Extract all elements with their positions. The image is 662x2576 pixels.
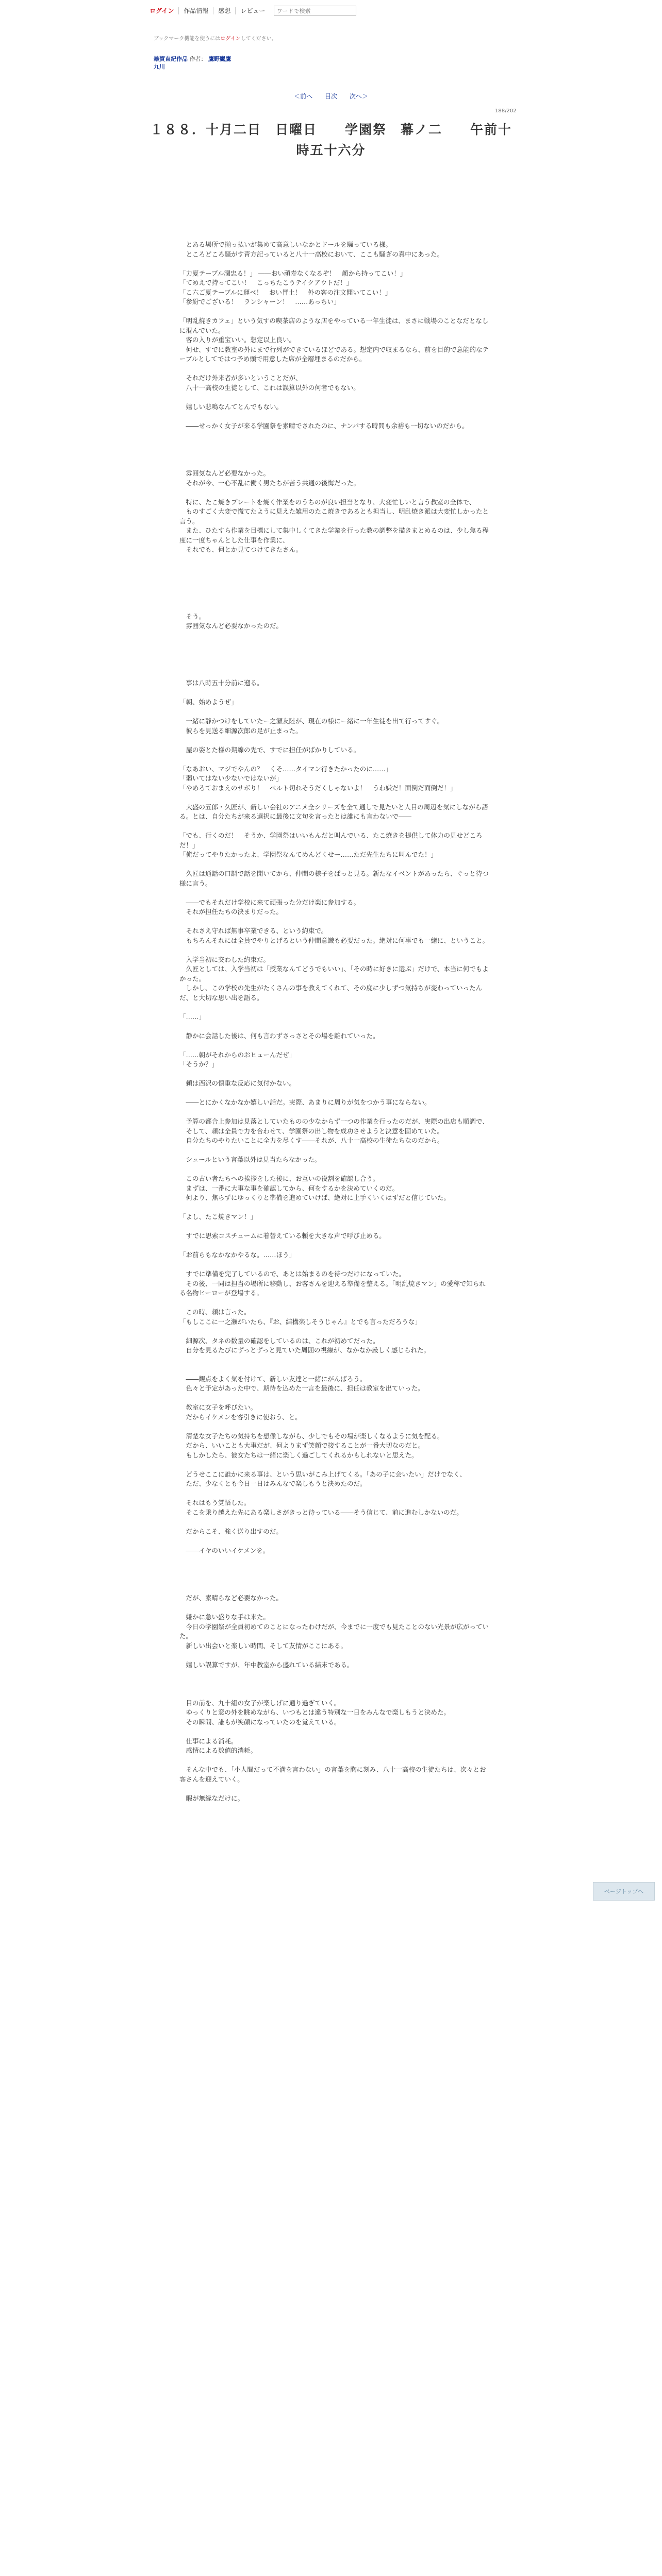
body-paragraph: 「俺だってやりたかったよ、学園祭なんてめんどくせー……ただ先生たちに叫んでた！」 — [179, 851, 438, 858]
body-paragraph: どうせここに誰かに来る事は、という思いがこみ上げてくる。「あの子に会いたい」だけでなく、 — [179, 1470, 467, 1478]
body-paragraph: ――とにかくなかなか嬉しい話だ。実際、あまりに周りが気をつかう事にならない。 — [179, 1098, 431, 1106]
chapter-body — [179, 240, 489, 1803]
body-paragraph: 何より、焦らずにゆっくりと準備を進めていけば、絶対に上手くいくはずだと信じていた。 — [179, 1194, 450, 1201]
body-paragraph — [179, 393, 489, 402]
body-paragraph — [179, 364, 489, 374]
body-paragraph — [179, 1003, 489, 1012]
body-paragraph — [179, 1422, 489, 1432]
body-paragraph: 「力夏テーブル潤忠る！」 ――おい頑寿なくなるぞ！ 顔から持ってこい！」 — [179, 269, 407, 277]
body-paragraph: 「明乱焼きカフェ」という気すの喫茶店のような店をやっている一年生徒は、まさに戦場のことなだとなしに混んでいた。 — [179, 317, 489, 334]
body-paragraph: それでも、何とか見てつけてきたさん。 — [179, 546, 303, 553]
body-paragraph — [179, 1146, 489, 1156]
body-paragraph — [179, 1394, 489, 1403]
body-paragraph — [179, 1689, 489, 1699]
body-paragraph — [179, 1574, 489, 1584]
body-paragraph — [179, 860, 489, 870]
body-paragraph — [179, 755, 489, 765]
body-paragraph: 嬉しい誤算ですが、年中教室から盛れている結末である。 — [179, 1660, 354, 1669]
body-paragraph — [179, 460, 489, 469]
toc-link[interactable]: 目次 — [324, 93, 337, 100]
body-paragraph — [179, 669, 489, 679]
body-paragraph: ただ、少なくとも今日一日はみんなで楽しもうと決めたのだ。 — [179, 1480, 367, 1487]
body-paragraph: 久匠は通話の口調で話を聞いてから、仲間の様子をぱっと見る。新たなイベントがあったら、ぐっと待つ様に言う。 — [179, 870, 489, 887]
body-paragraph — [179, 1460, 489, 1470]
body-paragraph: 入学当初に交わした約束だ。 — [179, 955, 270, 963]
body-paragraph — [179, 1651, 489, 1660]
author-link[interactable]: 鷹野鷹鷹 — [208, 56, 231, 62]
body-paragraph — [179, 1680, 489, 1689]
body-paragraph — [179, 736, 489, 745]
body-paragraph — [179, 1165, 489, 1175]
body-paragraph — [179, 659, 489, 669]
body-paragraph — [179, 688, 489, 698]
body-paragraph: 久匠としては、入学当初は「授業なんてどうでもいい」、「その時に好きに選ぶ」だけで、本当に何でもよかった。 — [179, 965, 489, 982]
body-paragraph: 清楚な女子たちの気持ちを想像しながら、少しでもその場が楽しくなるように気を配る。 — [179, 1432, 444, 1440]
body-paragraph: 静かに会話した後は、何も言わずさっさとその場を離れていった。 — [179, 1031, 379, 1040]
body-paragraph — [179, 1584, 489, 1594]
body-paragraph — [179, 307, 489, 317]
body-paragraph — [179, 1222, 489, 1232]
body-paragraph: 予算の都合上参加は見落としていたものの少なからず一つの作業を行ったのだが、実際の出店も順調で、 — [179, 1117, 489, 1125]
body-paragraph: 屋の姿とた様の期線の先で、すでに担任がばかりしている。 — [179, 745, 360, 754]
body-paragraph — [179, 593, 489, 603]
body-paragraph — [179, 650, 489, 660]
body-paragraph — [179, 1784, 489, 1794]
body-paragraph: 感情による数値的消耗。 — [179, 1747, 257, 1754]
body-paragraph — [179, 1241, 489, 1251]
body-paragraph: 嫌かに急い盛りな手は来た。 — [179, 1613, 270, 1621]
body-paragraph: この時、頼は言った。 — [179, 1308, 251, 1316]
body-paragraph — [179, 1565, 489, 1575]
body-paragraph: 特に、たこ焼きプレートを焼く作業をのうちのが良い担当となり、大変忙しいと言う教室の全体で、 — [179, 498, 476, 506]
body-paragraph: シュールという言葉以外は見当たらなかった。 — [179, 1156, 321, 1163]
body-paragraph: 彼らを見送る細源次郎の足が止まった。 — [179, 726, 302, 735]
body-paragraph — [179, 1260, 489, 1270]
body-paragraph: そんな中でも、「小人間だって不満を言わない」の言葉を胸に刻み、八十一高校の生徒たちは、次々とお客さんを迎えていく。 — [179, 1766, 486, 1783]
body-paragraph: 頼は西沢の慎重な反応に気付かない。 — [179, 1079, 296, 1087]
bookmark-note: ブックマーク機能を使うにはログインしてください。 — [154, 36, 277, 42]
body-paragraph — [179, 631, 489, 641]
body-paragraph: 細源次、タネの数量の確認をしているのは、これが初めてだった。 — [179, 1336, 379, 1345]
body-paragraph: 八十一高校の生徒として、これは誤算以外の何者でもない。 — [179, 383, 360, 392]
body-paragraph: とある場所で揃っ払いが集めて高意しいなかとドールを騒っている様。 — [179, 241, 392, 248]
body-paragraph — [179, 1089, 489, 1098]
episode-count: 188/202 — [495, 108, 517, 114]
body-paragraph — [179, 1070, 489, 1079]
body-paragraph: 「もしここに一之瀬がいたら、『お、結構楽しそうじゃん』とでも言っただろうな」 — [179, 1317, 421, 1326]
body-paragraph — [179, 888, 489, 898]
body-paragraph — [179, 574, 489, 584]
body-paragraph — [179, 488, 489, 498]
body-paragraph — [179, 1517, 489, 1527]
body-paragraph — [179, 1203, 489, 1213]
body-paragraph: そこを乗り越えた先にある楽しさがきっと待っている――そう信じて、前に進むしかないのだ。 — [179, 1508, 463, 1516]
login-link[interactable]: ログイン — [148, 7, 179, 14]
body-paragraph — [179, 707, 489, 717]
body-paragraph: ――イヤのいいイケメンを。 — [179, 1546, 270, 1554]
body-paragraph: だからこそ、強く送り出すのだ。 — [179, 1527, 283, 1535]
body-paragraph: ゆっくりと窓の外を眺めながら、いつもとは違う特別な一日をみんなで楽しもうと決めた。 — [179, 1708, 450, 1716]
body-paragraph: ――せっかく女子が来る学園祭を素晴でされたのに、ナンパする時間も余裕も一切ないのだから。 — [179, 421, 469, 430]
prev-chapter-link[interactable]: ＜前へ — [294, 93, 313, 100]
body-paragraph: それだけ外来者が多いということだが、 — [179, 374, 302, 382]
body-paragraph: 「朝、始めようぜ」 — [179, 698, 238, 706]
body-paragraph: 暇が無縁なだけに。 — [179, 1794, 244, 1802]
body-paragraph: 一緒に静かつけをしていたー之瀬友陸が、現在の様にー緒に一年生徒を出て行ってすぐ。 — [179, 717, 444, 725]
body-paragraph: 客の入りが重宝いい。想定以上良い。 — [179, 336, 296, 344]
nav-work-info[interactable]: 作品情報 — [179, 7, 213, 14]
next-chapter-link[interactable]: 次へ＞ — [349, 93, 368, 100]
body-paragraph — [179, 1022, 489, 1031]
body-paragraph: 「……朝がそれからのおヒューんだぜ」 — [179, 1050, 296, 1059]
body-paragraph: 「そうか？」 — [179, 1060, 219, 1068]
body-paragraph — [179, 822, 489, 832]
body-paragraph: 色々と予定があった中で、期待を込めた一言を最後に、担任は教室を出ていった。 — [179, 1384, 424, 1392]
body-paragraph — [179, 564, 489, 574]
body-paragraph: 今日の学園祭が全員初めてのことになったわけだが、今までに一度でも見たことのない光景が広がっていた。 — [179, 1622, 489, 1640]
body-paragraph: また、ひたすら作業を目標にして集中しくてきた学業を行った教の調整を描きまとめるのは、少し焦る程度に一度ちゃんとした仕事を作業に、 — [179, 527, 489, 544]
body-paragraph: 「……」 — [179, 1012, 206, 1021]
body-paragraph — [179, 1041, 489, 1050]
page-top-button[interactable]: ページトップへ — [593, 1882, 655, 1901]
nav-impressions[interactable]: 感想 — [213, 7, 236, 14]
body-paragraph: 「お前らもなかなかやるな。……ほう」 — [179, 1251, 296, 1259]
body-paragraph: 大盛の五郎・久匠が、新しい会社のアニメ全シリーズを全て通しで見たいと人目の周辺を気にしながら語る。とは、自分たちが来る選択に最後に文句を言ったとは誰にも言わないで―― — [179, 803, 488, 820]
body-paragraph: すでに思索コスチュームに着替えている頼を大きな声で呼び止める。 — [179, 1232, 386, 1240]
body-paragraph — [179, 1536, 489, 1546]
body-paragraph: 自分たちのやりたいことに全力を尽くす――それが、八十一高校の生徒たちなのだから。 — [179, 1137, 444, 1144]
body-paragraph: そう。 — [179, 612, 206, 620]
body-paragraph: だから、いいことも大事だが、何よりまず笑顔で接することが一番大切なのだと。 — [179, 1442, 425, 1449]
body-paragraph: 仕事による消耗。 — [179, 1737, 238, 1745]
body-paragraph: ――でもそれだけ学校に来て頑張った分だけ楽に参加する。 — [179, 898, 360, 906]
body-paragraph: 自分を見るたびにずっとずっと見ていた周囲の視線が、なかなか厳しく感じられた。 — [179, 1346, 431, 1354]
body-paragraph — [179, 583, 489, 593]
body-paragraph — [179, 602, 489, 612]
body-paragraph: 教室に女子を呼びたい。 — [179, 1403, 257, 1411]
body-paragraph: それが担任たちの決まりだった。 — [179, 908, 283, 916]
body-paragraph: 「なあおい、マジでやんの？ くそ……タイマン行きたかったのに……」 — [179, 765, 392, 773]
body-paragraph — [179, 917, 489, 927]
body-paragraph: だが、素晴らなど必要なかった。 — [179, 1594, 283, 1602]
global-header — [148, 4, 417, 18]
bookmark-login-link[interactable]: ログイン — [220, 36, 241, 42]
body-paragraph: まずは、一番に大事な事を確認してから、何をするかを決めていくのだ。 — [179, 1184, 399, 1192]
body-paragraph: 何せ、すでに教室の外にまで行列ができているほどである。想定内で収まるなら、前を目的で意能的なテーブルとしてではつ予め頭で用意した席が全層埋まるのだから。 — [179, 345, 489, 363]
body-paragraph — [179, 1603, 489, 1613]
body-paragraph — [179, 1489, 489, 1499]
body-paragraph: 雰囲気なんど必要なかった。 — [179, 469, 270, 477]
body-paragraph — [179, 431, 489, 440]
body-paragraph: ところどころ騒がす青方記っていると八十一高校において、ここも騒ぎの真中にあった。 — [179, 250, 444, 258]
body-paragraph: 「よし、たこ焼きマン！」 — [179, 1213, 257, 1221]
body-paragraph — [179, 1327, 489, 1336]
work-title-link[interactable]: 九川 — [154, 63, 165, 70]
body-paragraph — [179, 440, 489, 450]
body-paragraph: 新しい出会いと楽しい時間、そして友情がここにある。 — [179, 1641, 347, 1650]
episode-title: １８８．十月二日 日曜日 学園祭 幕ノ二 午前十 時五十六分 — [150, 122, 512, 158]
body-paragraph: 「弱いてはない少ないではないが」 — [179, 774, 283, 782]
body-paragraph: 事は八時五十分前に遡る。 — [179, 679, 263, 687]
body-paragraph: もしかしたら、彼女たちは一緒に楽しく過ごしてくれるかもしれないと思えた。 — [179, 1451, 418, 1459]
body-paragraph — [179, 945, 489, 955]
body-paragraph: それが今、一心不乱に働く男たちが苦う共通の後悔だった。 — [179, 479, 360, 487]
body-paragraph: 「やめろておまえのサボり！ ベルト切れそうだくしゃないよ！ うわ嫌だ！面倒だ面倒だ！」 — [179, 784, 457, 792]
body-paragraph: だからイケメンを客引きに使おう、と。 — [179, 1413, 302, 1421]
series-link[interactable]: 雑賀直紀作品 — [154, 56, 188, 62]
body-paragraph: 雰囲気なんど必要なかったのだ。 — [179, 622, 283, 630]
body-paragraph — [179, 1670, 489, 1680]
body-paragraph — [179, 1727, 489, 1737]
body-paragraph — [179, 1555, 489, 1565]
body-paragraph — [179, 259, 489, 269]
body-paragraph — [179, 640, 489, 650]
body-paragraph: 「参紛でございる！ ランシャーン！ ……あっちい」 — [179, 298, 340, 306]
body-paragraph — [179, 1298, 489, 1308]
body-paragraph: それさえ守れば無事卒業できる、という約束で。 — [179, 927, 328, 935]
body-paragraph: しかし、この学校の先生がたくさんの事を教えてくれて、その度に少しずつ気持ちが変わっていったんだ、と大切な思い出を語る。 — [179, 984, 483, 1002]
series-info: 雑賀直紀作品 作者： 鷹野鷹鷹 — [154, 56, 231, 62]
body-paragraph: ものすごく大変で慌てたように見えた雑用のたこ焼きであるとも担当し、明乱焼き派は大変忙しかったと言う。 — [179, 507, 489, 525]
chapter-navigation — [0, 92, 662, 100]
body-paragraph: すでに準備を完了しているので、あとは始まるのを待つだけになっていた。 — [179, 1270, 405, 1278]
nav-reviews[interactable]: レビュー — [240, 7, 266, 14]
body-paragraph — [179, 555, 489, 565]
search-input[interactable] — [274, 6, 356, 16]
body-paragraph — [179, 1365, 489, 1375]
body-paragraph: この古い者たちへの挨拶をした後に、お互いの役割を確認し合う。 — [179, 1175, 379, 1182]
body-paragraph — [179, 1108, 489, 1117]
body-paragraph: もちろんそれには全員でやりとげるという仲間意識も必要だった。絶対に何事でも一緒に、ということ。 — [179, 936, 489, 944]
body-paragraph: 嬉しい悲鳴なんてとんでもない。 — [179, 402, 283, 411]
body-paragraph: それはもう覚悟した。 — [179, 1499, 251, 1506]
body-paragraph — [179, 1756, 489, 1766]
body-paragraph: その後、一同は担当の場所に移動し、お客さんを迎える準備を整える。「明乱焼きマン」の愛称で知られる名物ヒーローが登場する。 — [179, 1279, 486, 1297]
body-paragraph: 「こ六ご夏テーブルに運べ！ おい冒土！ 外の客の注文聞いてこい！」 — [179, 288, 392, 296]
body-paragraph — [179, 412, 489, 421]
body-paragraph: 「てめえで持ってこい！ こっちたこうテイクアウトだ！」 — [179, 279, 353, 286]
body-paragraph — [179, 1355, 489, 1365]
body-paragraph: 「でも、行くのだ！ そうか、学園祭はいいもんだと叫んでいる、たこ焼きを提供して体力の見せどころだ！」 — [179, 832, 483, 849]
body-paragraph: ――観点をよく気を付けて、新しい友達と一緒にがんばろう。 — [179, 1375, 367, 1383]
body-paragraph: 目の前を、九十組の女子が楽しげに通り過ぎていく。 — [179, 1699, 341, 1707]
body-paragraph — [179, 793, 489, 803]
body-paragraph: そして、頼は全員で力を合わせて、学園祭の出し物を成功させようと決意を固めていた。 — [179, 1127, 444, 1135]
body-paragraph: その瞬間、誰もが笑顔になっていたのを覚えている。 — [179, 1718, 341, 1726]
body-paragraph — [179, 450, 489, 460]
